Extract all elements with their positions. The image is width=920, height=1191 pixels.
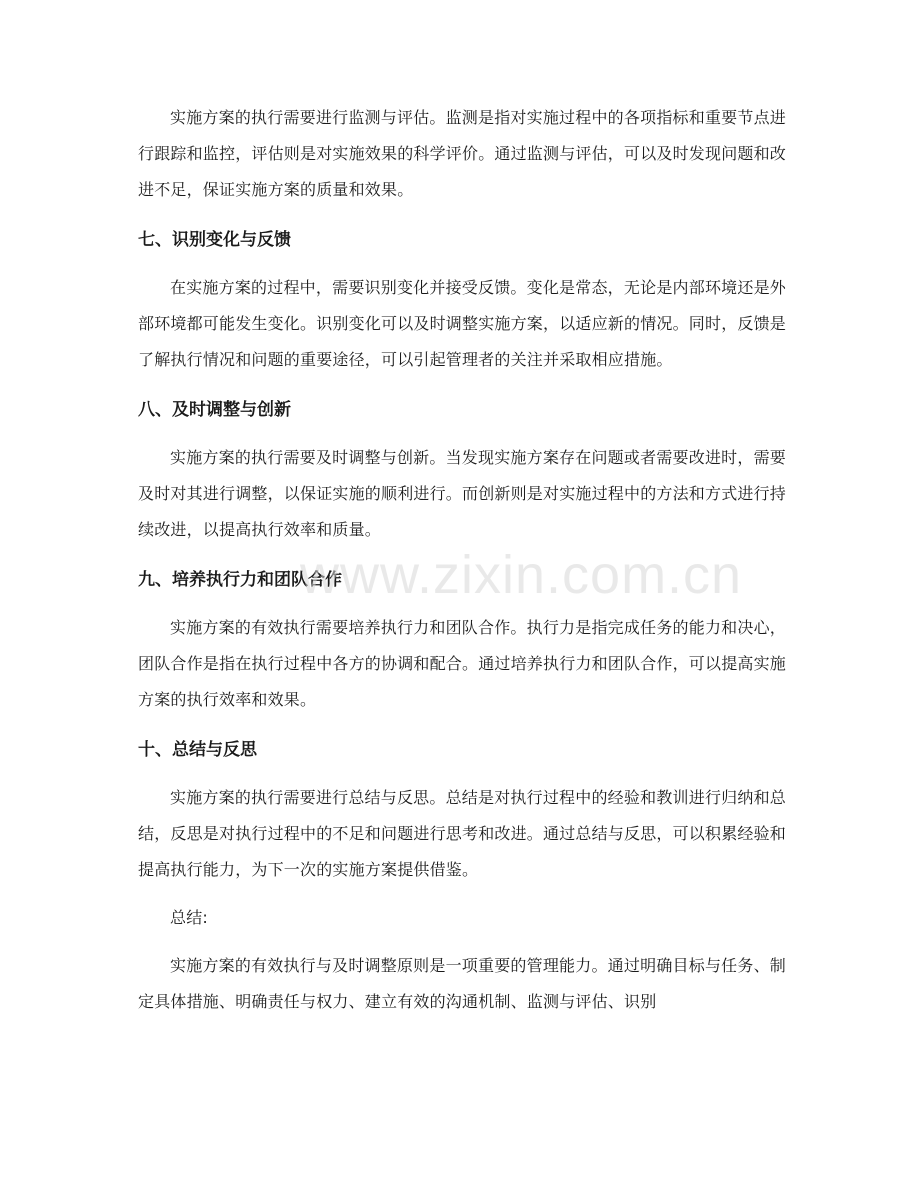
summary-label: 总结: bbox=[170, 908, 208, 927]
paragraph-monitoring: 实施方案的执行需要进行监测与评估。监测是指对实施过程中的各项指标和重要节点进行跟踪和监控，评估则是对实施效果的科学评价。通过监测与评估，可以及时发现问题和改进不足，保证实施方案的质量和效果。 bbox=[138, 108, 787, 199]
section-heading-9: 九、培养执行力和团队合作 bbox=[138, 570, 342, 590]
section-heading-7: 七、识别变化与反馈 bbox=[138, 230, 291, 250]
paragraph-section-8: 实施方案的执行需要及时调整与创新。当发现实施方案存在问题或者需要改进时，需要及时对其进行调整，以保证实施的顺利进行。而创新则是对实施过程中的方法和方式进行持续改进，以提高执行效率和质量。 bbox=[138, 448, 787, 539]
section-heading-8: 八、及时调整与创新 bbox=[138, 400, 291, 420]
paragraph-section-7: 在实施方案的过程中，需要识别变化并接受反馈。变化是常态，无论是内部环境还是外部环境都可能发生变化。识别变化可以及时调整实施方案，以适应新的情况。同时，反馈是了解执行情况和问题的重要途径，可以引起管理者的关注并采取相应措施。 bbox=[138, 278, 787, 369]
paragraph-summary: 实施方案的有效执行与及时调整原则是一项重要的管理能力。通过明确目标与任务、制定具体措施、明确责任与权力、建立有效的沟通机制、监测与评估、识别 bbox=[138, 956, 786, 1011]
paragraph-section-10: 实施方案的执行需要进行总结与反思。总结是对执行过程中的经验和教训进行归纳和总结，反思是对执行过程中的不足和问题进行思考和改进。通过总结与反思，可以积累经验和提高执行能力，为下一次的实施方案提供借鉴。 bbox=[138, 788, 787, 879]
paragraph-section-9: 实施方案的有效执行需要培养执行力和团队合作。执行力是指完成任务的能力和决心，团队合作是指在执行过程中各方的协调和配合。通过培养执行力和团队合作，可以提高实施方案的执行效率和效果。 bbox=[138, 618, 787, 709]
document-body bbox=[138, 100, 786, 1020]
section-heading-10: 十、总结与反思 bbox=[138, 740, 257, 760]
watermark-text: www.zixin.com.cn bbox=[300, 545, 743, 605]
